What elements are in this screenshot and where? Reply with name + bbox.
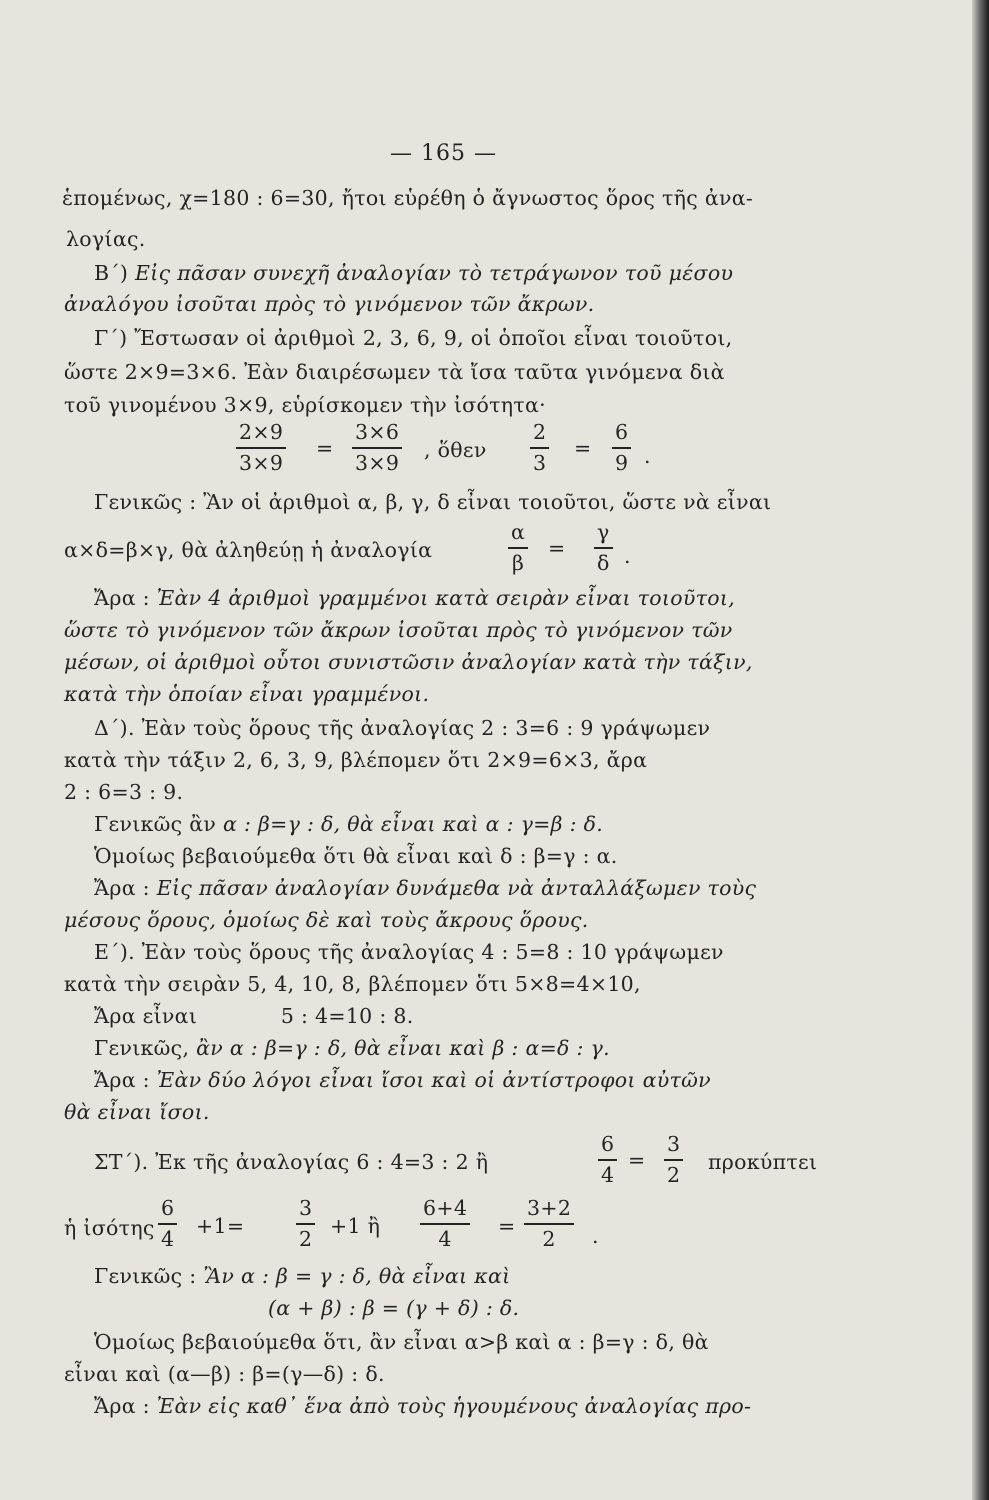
rule-text: Ἐὰν 4 ἀριθμοὶ γραμμένοι κατὰ σειρὰν εἶναι τοιοῦτοι, [156,586,736,610]
rule-text: μέσους ὅρους, ὁμοίως δὲ καὶ τοὺς ἄκρους ὅρους. [64,908,589,932]
text-line: Ὁμοίως βεβαιούμεθα ὅτι θὰ εἶναι καὶ δ : β=γ : α. [94,844,618,868]
rule-text: Ἐὰν δύο λόγοι εἶναι ἴσοι καὶ οἱ ἀντίστροφοι αὐτῶν [156,1068,711,1092]
formula: α : β=γ : δ, θὰ εἶναι καὶ α : γ=β : δ. [223,812,604,836]
fraction: $\frac{3}{2}$ [664,1134,683,1185]
fraction: $\frac{3+2}{2}$ [524,1198,574,1249]
text-line [94,263,733,284]
formula: Ἂν α : β = γ : δ, θὰ εἶναι καὶ [203,1264,511,1288]
formula: (α + β) : β = (γ + δ) : δ. [268,1296,520,1320]
text-line: ὥστε 2×9=3×6. Ἐὰν διαιρέσωμεν τὰ ἴσα ταῦτα γινόμενα διὰ [64,360,725,384]
fraction: $\frac{6+4}{4}$ [420,1198,470,1249]
equals-sign: = [498,1214,516,1238]
text-line: Ὁμοίως βεβαιούμεθα ὅτι, ἂν εἶναι α>β καὶ α : β=γ : δ, θὰ [94,1330,709,1354]
fraction: $\frac{2\times 9}{3\times 9}$ [236,422,286,473]
text-line [94,1396,751,1417]
fraction: $\frac{3}{2}$ [296,1198,315,1249]
text-line [94,1038,610,1059]
equals-sign: = [548,536,566,560]
section-label: Β΄) [94,261,129,285]
rule-text: ὥστε τὸ γινόμενον τῶν ἄκρων ἰσοῦται πρὸς τὸ γινόμενον τῶν [64,618,733,642]
rule-text: ἀναλόγου ἰσοῦται πρὸς τὸ γινόμενον τῶν ἄκρων. [64,292,595,316]
label: Ἄρα εἶναι [94,1004,198,1028]
text-line: Δ΄). Ἐὰν τοὺς ὅρους τῆς ἀναλογίας 2 : 3=6 : 9 γράψωμεν [94,716,711,740]
text-line: ἑπομένως, χ=180 : 6=30, ἤτοι εὑρέθη ὁ ἄγνωστος ὅρος τῆς ἀνα- [62,186,754,210]
text-line: Ε΄). Ἐὰν τοὺς ὅρους τῆς ἀναλογίας 4 : 5=8 : 10 γράψωμεν [94,940,724,964]
rule-text: Εἰς πᾶσαν ἀναλογίαν δυνάμεθα νὰ ἀνταλλάξωμεν τοὺς [156,876,757,900]
fraction: $\frac{\gamma}{\delta}$ [594,522,613,573]
text-fragment: . [644,444,651,468]
rule-text: μέσων, οἱ ἀριθμοὶ οὗτοι συνιστῶσιν ἀναλογίαν κατὰ τὴν τάξιν, [64,650,753,674]
text-fragment: ΣΤ΄). Ἐκ τῆς ἀναλογίας 6 : 4=3 : 2 ἢ [94,1150,489,1174]
text-line: κατὰ τὴν σειρὰν 5, 4, 10, 8, βλέπομεν ὅτι 5×8=4×10, [64,972,641,996]
label: Γενικῶς ἂν [94,812,217,836]
fraction: $\frac{2}{3}$ [530,422,549,473]
formula: 5 : 4=10 : 8. [280,1004,414,1028]
text-fragment: +1= [196,1214,245,1238]
label: Γενικῶς : [94,1264,197,1288]
label: Ἄρα : [94,1068,150,1092]
text-line: κατὰ τὴν τάξιν 2, 6, 3, 9, βλέπομεν ὅτι 2×9=6×3, ἄρα [64,748,648,772]
text-fragment: προκύπτει [708,1150,818,1174]
text-fragment: . [592,1224,599,1248]
text-line [94,1266,510,1287]
rule-text: θὰ εἶναι ἴσοι. [64,1100,210,1124]
text-line: εἶναι καὶ (α—β) : β=(γ—δ) : δ. [64,1362,385,1386]
text-fragment: +1 ἢ [330,1214,381,1238]
text-line [94,588,735,609]
text-line [94,814,603,835]
text-line [94,1006,414,1027]
equals-sign: = [316,436,334,460]
rule-text: Ἐὰν εἰς καθ᾽ ἕνα ἀπὸ τοὺς ἡγουμένους ἀναλογίας προ- [156,1394,752,1418]
text-line: 2 : 6=3 : 9. [64,780,184,804]
label: Ἄρα : [94,586,150,610]
fraction: $\frac{6}{4}$ [598,1134,617,1185]
label: Γενικῶς, [94,1036,190,1060]
text-line [94,878,756,899]
text-line: τοῦ γινομένου 3×9, εὑρίσκομεν τὴν ἰσότητα· [64,393,546,417]
equals-sign: = [628,1148,646,1172]
fraction: $\frac{\alpha}{\beta}$ [508,522,528,573]
page-edge-shadow [972,0,989,1500]
fraction: $\frac{6}{9}$ [612,422,631,473]
text-fragment: α×δ=β×γ, θὰ ἀληθεύῃ ἡ ἀναλογία [64,538,433,562]
text-fragment: , ὅθεν [424,438,487,462]
fraction: $\frac{3\times 6}{3\times 9}$ [352,422,402,473]
equals-sign: = [574,436,592,460]
label: Ἄρα : [94,1394,150,1418]
rule-text: κατὰ τὴν ὁποίαν εἶναι γραμμένοι. [64,682,430,706]
text-fragment: . [624,544,631,568]
formula: ἂν α : β=γ : δ, θὰ εἶναι καὶ β : α=δ : γ. [196,1036,610,1060]
fraction: $\frac{6}{4}$ [158,1198,177,1249]
text-line [94,1070,711,1091]
text-line: λογίας. [66,227,146,251]
text-line: Γενικῶς : Ἂν οἱ ἀριθμοὶ α, β, γ, δ εἶναι τοιοῦτοι, ὥστε νὰ εἶναι [94,490,772,514]
label: Ἄρα : [94,876,150,900]
text-fragment: ἡ ἰσότης [64,1216,155,1240]
text-line: Γ΄) Ἔστωσαν οἱ ἀριθμοὶ 2, 3, 6, 9, οἱ ὁποῖοι εἶναι τοιοῦτοι, [94,326,733,350]
page-number: — 165 — [390,141,497,166]
rule-text: Εἰς πᾶσαν συνεχῆ ἀναλογίαν τὸ τετράγωνον τοῦ μέσου [135,261,734,285]
